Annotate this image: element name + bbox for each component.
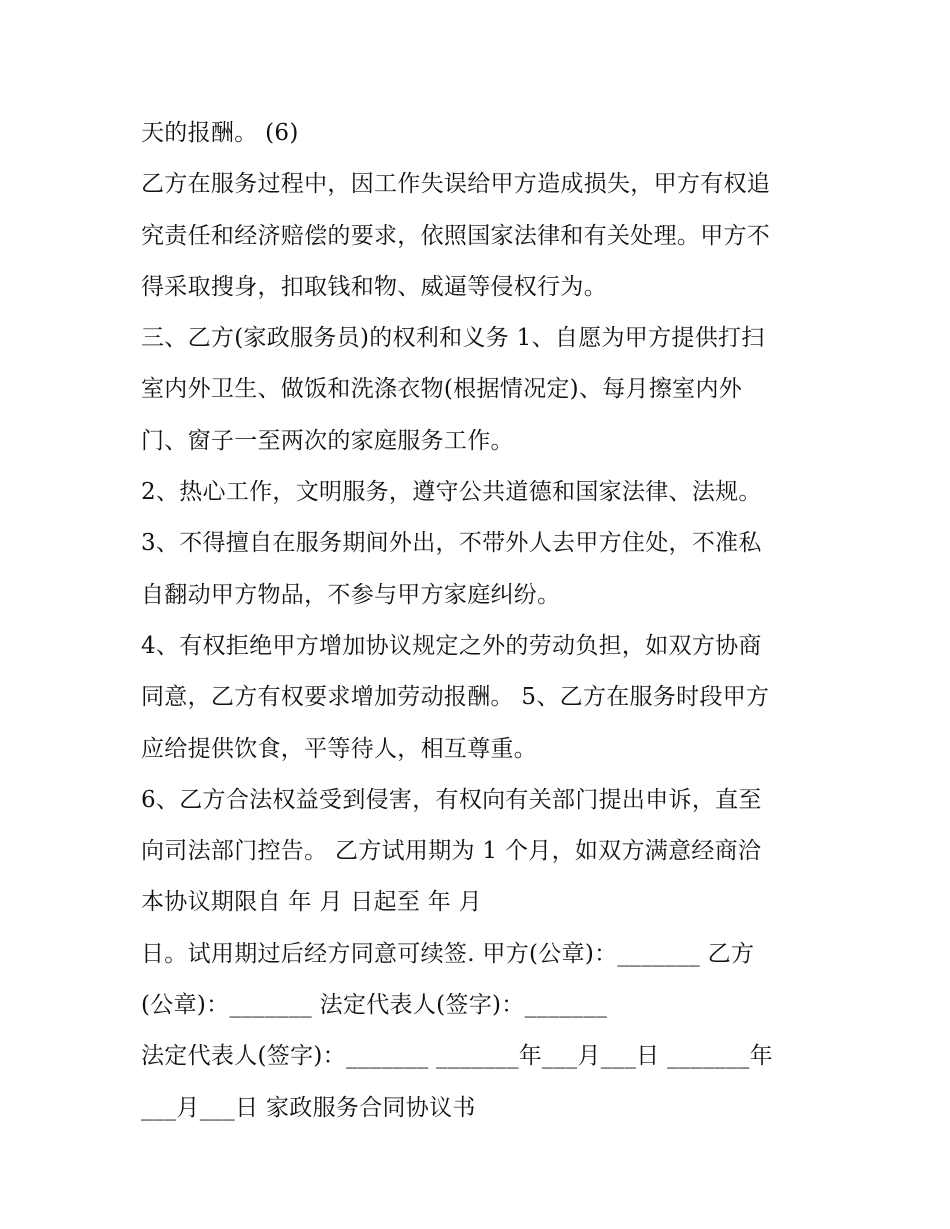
text-line-14: 6、乙方合法权益受到侵害，有权向有关部门提出申诉，直至 <box>141 786 762 813</box>
text-line-12: 同意，乙方有权要求增加劳动报酬。 5、乙方在服务时段甲方 <box>141 684 770 711</box>
text-line-17: 日。试用期过后经方同意可续签. 甲方(公章)：_______ 乙方 <box>141 940 755 967</box>
text-line-2: 乙方在服务过程中，因工作失误给甲方造成损失，甲方有权追 <box>141 171 771 198</box>
text-line-6: 室内外卫生、做饭和洗涤衣物(根据情况定)、每月擦室内外 <box>141 376 743 403</box>
text-line-15: 向司法部门控告。 乙方试用期为 1 个月，如双方满意经商洽 <box>141 838 762 865</box>
text-line-13: 应给提供饮食，平等待人，相互尊重。 <box>141 735 538 762</box>
text-line-3: 究责任和经济赔偿的要求，依照国家法律和有关处理。甲方不 <box>141 222 771 249</box>
text-line-9: 3、不得擅自在服务期间外出，不带外人去甲方住处，不准私 <box>141 530 762 557</box>
text-line-16: 本协议期限自 年 月 日起至 年 月 <box>141 889 482 916</box>
document-body <box>141 108 841 1134</box>
text-line-4: 得采取搜身，扣取钱和物、威逼等侵权行为。 <box>141 273 607 300</box>
text-line-7: 门、窗子一至两次的家庭服务工作。 <box>141 427 514 454</box>
text-line-18: (公章)：_______ 法定代表人(签字)：_______ <box>141 992 608 1019</box>
text-line-1: 天的报酬。 (6) <box>141 120 299 146</box>
text-line-20: ___月___日 家政服务合同协议书 <box>141 1094 476 1121</box>
text-line-11: 4、有权拒绝甲方增加协议规定之外的劳动负担，如双方协商 <box>141 632 762 659</box>
text-line-19: 法定代表人(签字)：_______ _______年___月___日 _______年 <box>141 1043 773 1070</box>
text-line-5: 三、乙方(家政服务员)的权利和义务 1、自愿为甲方提供打扫 <box>141 325 765 352</box>
text-line-8: 2、热心工作，文明服务，遵守公共道德和国家法律、法规。 <box>141 479 762 506</box>
text-line-10: 自翻动甲方物品，不参与甲方家庭纠纷。 <box>141 581 561 608</box>
